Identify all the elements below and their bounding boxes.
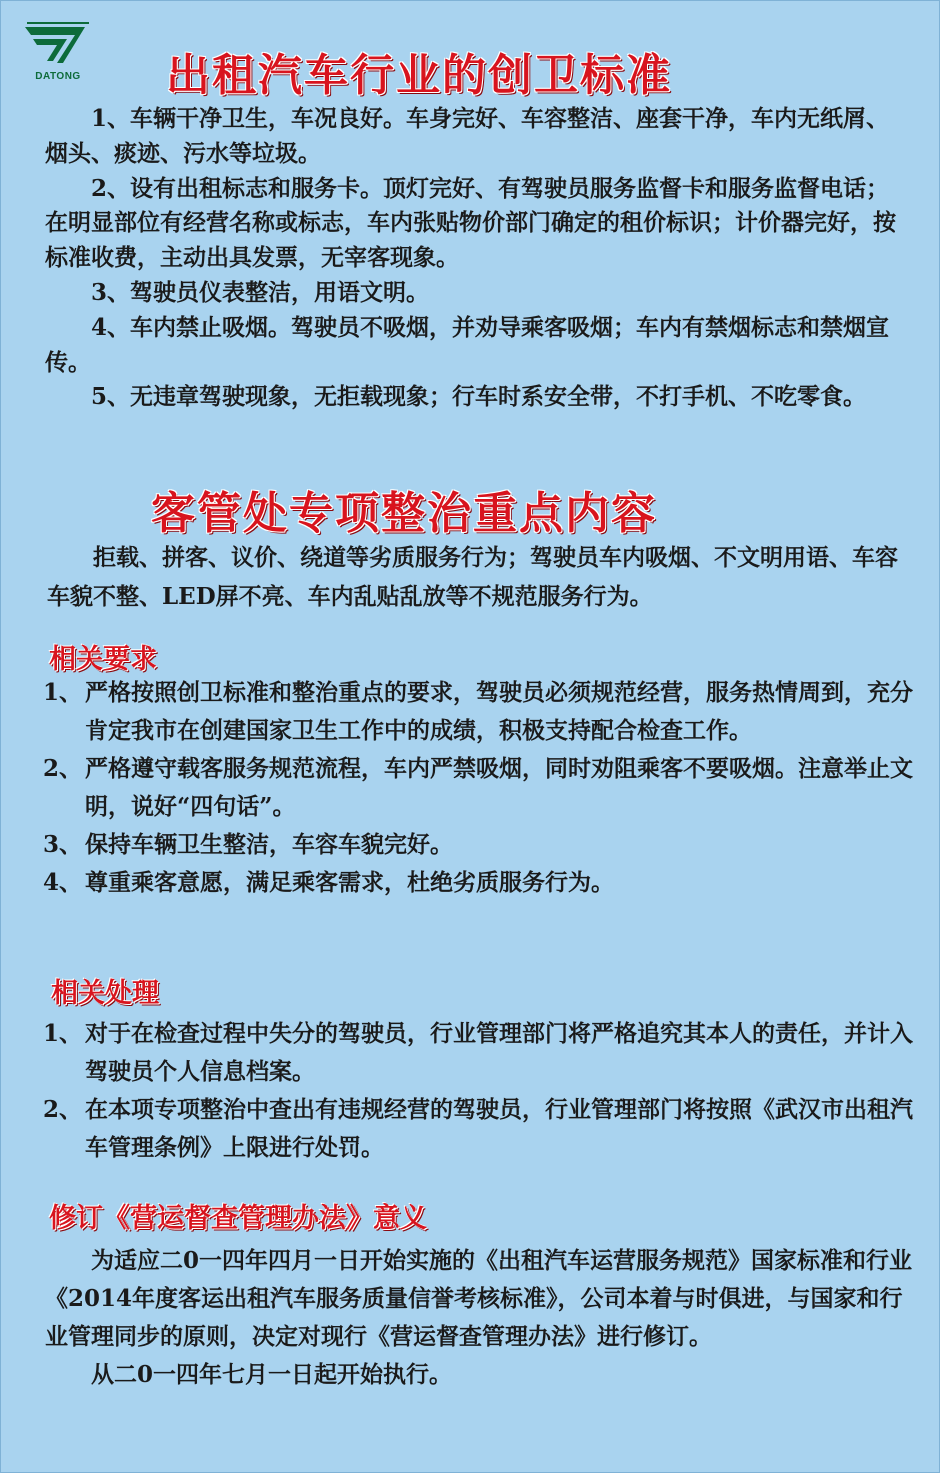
item-number: 3、: [43, 831, 83, 858]
rectification-text: [47, 538, 917, 616]
revision-paragraph: 为适应二0一四年四月一日开始实施的《出租汽车运营服务规范》国家标准和行业《2014年度客运出租汽车服务质量信誉考核标准》，公司本着与时俱进，与国家和行业管理同步的原则，决定对现行《营运督查管理办法》进行修订。: [45, 1247, 913, 1350]
standard-item-1: 1、车辆干净卫生，车况良好。车身完好、车容整洁、座套干净，车内无纸屑、烟头、痰迹、污水等垃圾。: [45, 105, 890, 167]
handling-list: [43, 1015, 918, 1167]
item-text: 对于在检查过程中失分的驾驶员，行业管理部门将严格追究其本人的责任，并计入驾驶员个人信息档案。: [85, 1020, 913, 1085]
item-number: 1、: [43, 679, 83, 706]
logo-text: DATONG: [35, 71, 81, 82]
requirement-item: [43, 826, 918, 864]
item-text: 严格遵守载客服务规范流程，车内严禁吸烟，同时劝阻乘客不要吸烟。注意举止文明，说好“四句话”。: [85, 755, 913, 820]
item-number: 1、: [43, 1020, 83, 1047]
standard-list: [45, 102, 905, 415]
rectification-paragraph: 拒载、拼客、议价、绕道等劣质服务行为；驾驶员车内吸烟、不文明用语、车容车貌不整、LED屏不亮、车内乱贴乱放等不规范服务行为。: [47, 544, 898, 610]
item-text: 保持车辆卫生整洁，车容车貌完好。: [85, 831, 453, 858]
item-text: 严格按照创卫标准和整治重点的要求，驾驶员必须规范经营，服务热情周到，充分肯定我市在创建国家卫生工作中的成绩，积极支持配合检查工作。: [85, 679, 913, 744]
title-rectification-focus: 客管处专项整治重点内容: [151, 488, 657, 539]
item-number: 2、: [43, 1096, 83, 1123]
requirement-item: [43, 864, 918, 902]
item-number: 2、: [43, 755, 83, 782]
standard-item-2: 2、设有出租标志和服务卡。顶灯完好、有驾驶员服务监督卡和服务监督电话；在明显部位有经营名称或标志，车内张贴物价部门确定的租价标识；计价器完好，按标准收费，主动出具发票，无宰客现象。: [45, 174, 896, 272]
datong-logo-icon: [23, 19, 93, 71]
revision-heading: 修订《营运督查管理办法》意义: [49, 1203, 427, 1234]
handling-item: [43, 1091, 918, 1167]
item-number: 4、: [43, 869, 83, 896]
revision-effective-date: 从二0一四年七月一日起开始执行。: [91, 1361, 453, 1388]
standard-item-3: 3、驾驶员仪表整洁，用语文明。: [91, 278, 430, 306]
handling-heading: 相关处理: [51, 978, 159, 1009]
company-logo: [23, 19, 93, 87]
revision-text: [45, 1242, 925, 1394]
requirements-list: [43, 674, 918, 902]
title-creative-health-standard: 出租汽车行业的创卫标准: [166, 50, 672, 101]
handling-item: [43, 1015, 918, 1091]
standard-item-5: 5、无违章驾驶现象，无拒载现象；行车时系安全带，不打手机、不吃零食。: [91, 383, 867, 411]
item-text: 在本项专项整治中查出有违规经营的驾驶员，行业管理部门将按照《武汉市出租汽车管理条例》上限进行处罚。: [85, 1096, 913, 1161]
requirements-heading: 相关要求: [49, 644, 157, 675]
item-text: 尊重乘客意愿，满足乘客需求，杜绝劣质服务行为。: [85, 869, 614, 896]
requirement-item: [43, 750, 918, 826]
requirement-item: [43, 674, 918, 750]
standard-item-4: 4、车内禁止吸烟。驾驶员不吸烟，并劝导乘客吸烟；车内有禁烟标志和禁烟宣传。: [45, 313, 890, 376]
